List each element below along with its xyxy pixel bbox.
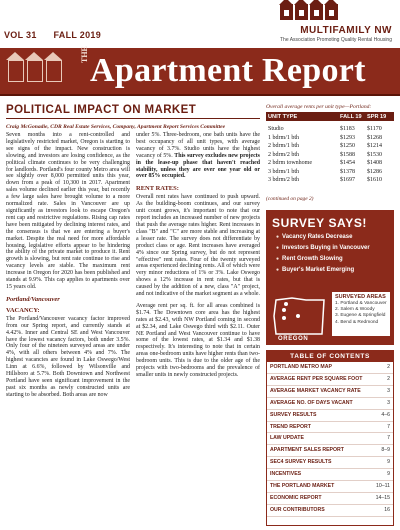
table-row: [266, 134, 394, 143]
unit-type: 3 bdrm/2 bth: [268, 177, 299, 183]
toc-item[interactable]: [267, 410, 393, 422]
oregon-map-icon: [272, 294, 328, 338]
houses-logo-icon: [280, 4, 338, 22]
issue-info: [4, 30, 101, 40]
multifamily-nw-logo: [242, 4, 392, 48]
toc-page: 14–15: [375, 494, 390, 501]
toc-page: 9: [387, 471, 390, 478]
area-3-marker: [282, 316, 286, 320]
toc-label: AVERAGE MARKET VACANCY RATE: [270, 387, 361, 394]
col-spr-19: SPR 19: [367, 113, 387, 120]
article-byline: Craig McGonadie, CDR Real Estate Services, Company, Apartment Report Services Committee: [6, 124, 226, 130]
table-row: [266, 176, 394, 185]
logo-title: MULTIFAMILY NW: [300, 25, 392, 36]
survey-title: SURVEY SAYS!: [272, 216, 368, 230]
vacancy-continued-text: under 5%. Three-bedroom, one bath units have the best occupancy of all unit types, with average vacancy of 3.7%. Studio units have the highest vacancy of 5%.: [136, 132, 260, 159]
vacancy-label: VACANCY:: [6, 306, 40, 314]
rent-rates-label: RENT RATES:: [136, 185, 179, 193]
toc-label: AVERAGE NO. OF DAYS VACANT: [270, 399, 353, 406]
rent-per-sqft-paragraph: Average rent per sq. ft. for all areas combined is $1.74. The Downtown core area has the highest rates at $2.43, with NW Portland coming in second at $2.34, and Lake Oswego third with $2.11. Outer NE Portland and West Vancouver continue to have some of the lowest rates, at $1.34 and $1.38 respectively. It's interesting to note that in certain areas one-bedroom units have higher rents than two-bedroom units. This is due to the older age of the projects with two-bedrooms and the prevalence of smaller units in newly constructed projects.: [136, 302, 260, 378]
banner-the: THE: [80, 46, 89, 63]
spring-rent: $1214: [367, 143, 382, 149]
toc-page: 2: [387, 375, 390, 382]
list-item: ● Buyer's Market Emerging: [276, 267, 370, 273]
toc-item[interactable]: [267, 445, 393, 457]
table-of-contents: [266, 350, 394, 526]
legend-item: 3. Eugene & Springfield: [335, 313, 386, 319]
spring-rent: $1530: [367, 151, 382, 158]
unit-type: 2 bdrm townhome: [268, 160, 312, 166]
table-row: [266, 159, 394, 168]
toc-page: 7: [387, 423, 390, 430]
spring-rent: $1408: [367, 160, 382, 166]
table-row: [266, 151, 394, 160]
toc-label: INCENTIVES: [270, 471, 302, 478]
toc-page: 8–9: [381, 447, 390, 454]
legend-item: 2. Salem & Woody: [335, 307, 375, 313]
logo-subtitle: The Association Promoting Quality Rental Housing: [279, 37, 392, 43]
surveyed-areas-legend: [332, 292, 390, 336]
list-item: ● Vacancy Rates Decrease: [276, 234, 370, 240]
toc-item[interactable]: [267, 457, 393, 469]
legend-item: 1. Portland & Vancouver: [335, 301, 387, 306]
spring-rent: $1286: [367, 168, 382, 175]
unit-type: 2 bdrm/1 bth: [268, 143, 299, 149]
vacancy-paragraph: The Portland/Vancouver vacancy factor improved from our Spring report, and currently stands at 4.42%. Inner and Central SE and West Vancouver have the lowest vacancy factors, both under 3.5%. Only four of the nineteen surveyed areas are under 4%, with all others between 4% and 7%. The highest vacancies are found in Lake Oswego/West Linn at 6.6%, followed by Wilsonville and Hillsboro at 5.7%. Both Downtown and Northwest Portland have seen significant improvement in the past six months as newly constructed units are starting to be absorbed. Both areas are now: [6, 315, 130, 398]
toc-item[interactable]: [267, 505, 393, 517]
table-row: [266, 168, 394, 177]
spring-rent: $1610: [367, 177, 382, 183]
table-row: [266, 125, 394, 134]
area-2-marker: [282, 308, 286, 312]
toc-item[interactable]: [267, 362, 393, 374]
spring-rent: $1268: [367, 134, 382, 141]
article-headline: POLITICAL IMPACT ON MARKET: [6, 104, 260, 119]
toc-page: 2: [387, 364, 390, 370]
volume-number: VOL 31: [4, 30, 37, 40]
fall-rent: $1697: [340, 177, 355, 183]
masthead: [4, 4, 396, 48]
toc-page: 16: [384, 506, 390, 513]
toc-page: 4–6: [381, 411, 390, 418]
toc-label: LAW UPDATE: [270, 435, 304, 442]
toc-item[interactable]: [267, 374, 393, 386]
survey-says-panel: [266, 210, 394, 345]
fall-rent: $1293: [340, 134, 355, 141]
fall-rent: $1378: [340, 168, 355, 175]
rent-table-body: [266, 125, 394, 185]
list-item: ● Rent Growth Slowing: [276, 256, 370, 262]
toc-label: AVERAGE RENT PER SQUARE FOOT: [270, 375, 363, 382]
continued-link[interactable]: (continued on page 2): [266, 196, 314, 202]
title-banner: [0, 48, 400, 96]
intro-paragraph: Seven months into a rent-controlled and legislatively restricted market, Oregon is starting to see signs of the impact. New construction is slowing, and investors are losing confidence, as the political climate continues to be very challenging for landlords. Portland's four county Metro area will see slightly over 8,000 permitted units this year, down from a peak of 10,300 in 2017. Apartment sales volume declined earlier this year, but recently a few large sales have brought volume to a more normalized rate. Sales in Vancouver are up significantly as investors look to escape Oregon's rent cap and restrictive regulations. Rising cap rates have been mitigated by declining interest rates, and the consensus is that we are entering a buyer's market. Despite the real need for more affordable housing, legislative efforts appear to be hindering the ability of the private market to produce it. Rent growth is slowing, but rent rate continue to rise and vacancy levels are stable. The maximum rent increase in Oregon for 2020 has been published and stands at 9.9%. This cap applies to apartments over 15 years old.: [6, 132, 130, 290]
toc-item[interactable]: [267, 433, 393, 445]
survey-list: [276, 234, 370, 278]
rent-table-header: [266, 112, 394, 121]
rent-rates-paragraph: Overall rent rates have continued to push upward. As the building-boom continues, and our survey unit count grows, it's important to note that our report includes an increased number of new projects that push the average rates higher. Rent increases in class "B" and "C" are more stable and increasing at a lesser rate. The survey does not differentiate by product class or age. Rent increases have averaged 4% since our Spring survey, but do not represent "effective" rent rates. Four of the twenty surveyed areas experienced declining rents. All of which were very minor reductions of 1% or 3%. Lake Oswego shows a 12% increase in rent rates, but that is caused by the addition of a new, class "A" project, and not indicative of the market segment as a whole.: [136, 194, 260, 298]
table-row: [266, 142, 394, 151]
toc-label: PORTLAND METRO MAP: [270, 364, 332, 370]
banner-houses-icon: [8, 60, 62, 82]
unit-type: 1 bdrm/1 bth: [268, 134, 299, 141]
article-column-1: [6, 132, 130, 404]
toc-label: TREND REPORT: [270, 423, 311, 430]
fall-rent: $1588: [340, 151, 355, 158]
toc-title: TABLE OF CONTENTS: [267, 351, 393, 362]
toc-page: 3: [387, 399, 390, 406]
page-title: Apartment Report: [90, 52, 366, 89]
section-subheading: Portland/Vancouver: [6, 295, 60, 303]
fall-rent: $1250: [340, 143, 355, 149]
toc-label: SEC4 SURVEY RESULTS: [270, 459, 332, 466]
vacancy-continued: [136, 132, 260, 180]
toc-label: ECONOMIC REPORT: [270, 494, 322, 501]
toc-item[interactable]: [267, 422, 393, 434]
toc-label: THE PORTLAND MARKET: [270, 483, 335, 490]
unit-type: 2 bdrm/2 bth: [268, 151, 299, 158]
toc-item[interactable]: [267, 493, 393, 505]
legend-item: 4. Bend & Redmond: [335, 319, 379, 325]
fall-rent: $1183: [340, 126, 355, 132]
map-label: OREGON: [278, 336, 309, 342]
survey-exclusion-note: This survey excludes new projects in the lease-up phase that haven't reached stability, unless they are over one year old or over 85% occupied.: [136, 152, 260, 180]
toc-item[interactable]: [267, 469, 393, 481]
rent-table-caption: Overall average rents per unit type—Portland:: [266, 104, 372, 110]
fall-rent: $1454: [340, 160, 355, 166]
unit-type: Studio: [268, 126, 284, 132]
unit-type: 3 bdrm/1 bth: [268, 168, 299, 175]
spring-rent: $1170: [367, 126, 382, 132]
toc-label: APARTMENT SALES REPORT: [270, 447, 344, 454]
toc-label: OUR CONTRIBUTORS: [270, 506, 325, 513]
col-fall-19: FALL 19: [340, 113, 362, 120]
toc-item[interactable]: [267, 386, 393, 398]
list-item: ● Investors Buying in Vancouver: [276, 245, 370, 251]
toc-item[interactable]: [267, 398, 393, 410]
area-1-marker: [284, 302, 288, 306]
issue-season: FALL 2019: [53, 30, 102, 40]
col-unit-type: UNIT TYPE: [268, 113, 298, 120]
toc-item[interactable]: [267, 481, 393, 493]
toc-page: 10–11: [375, 483, 390, 490]
toc-page: 7: [387, 435, 390, 442]
toc-page: 9: [387, 459, 390, 466]
legend-title: SURVEYED AREAS: [335, 294, 386, 300]
toc-page: 3: [387, 387, 390, 394]
article-column-2: [136, 132, 260, 384]
area-4-marker: [296, 314, 300, 318]
toc-label: SURVEY RESULTS: [270, 411, 317, 418]
